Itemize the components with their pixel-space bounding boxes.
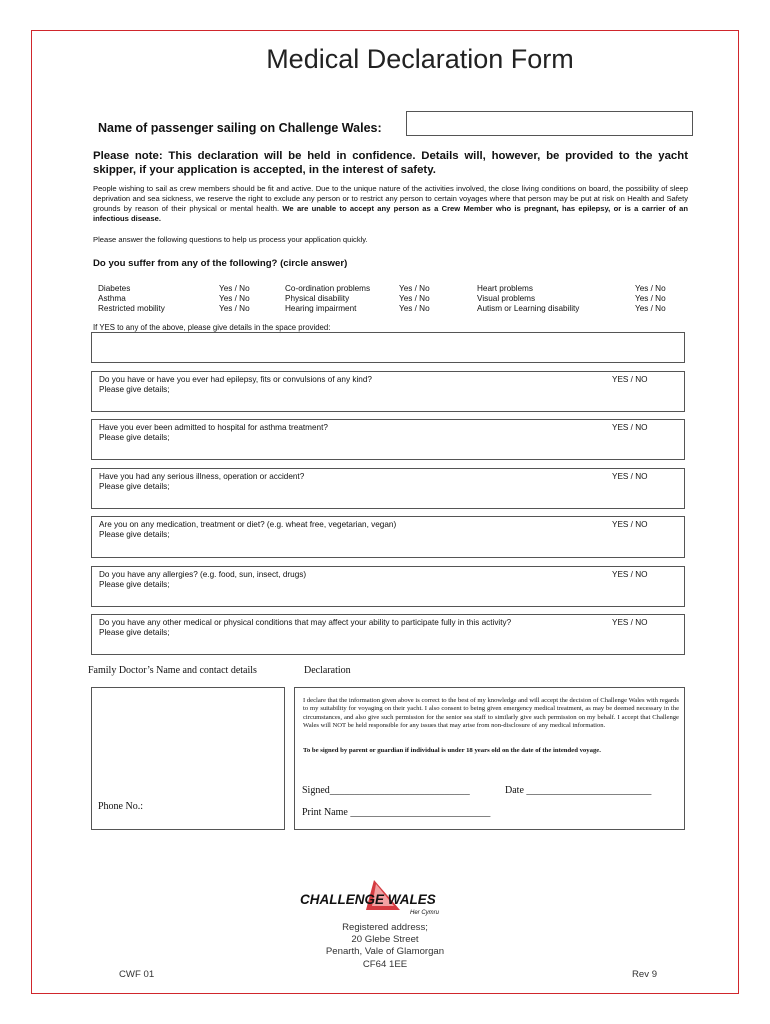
question-text: Are you on any medication, treatment or diet? (e.g. wheat free, vegetarian, vegan) Please give details; — [99, 520, 397, 539]
logo-graphic — [296, 880, 456, 920]
condition-hearing-impairment: Hearing impairment — [285, 304, 357, 313]
yes-no-answer[interactable]: YES / NO — [612, 423, 648, 432]
confidentiality-note: Please note: This declaration will be held in confidence. Details will, however, be provided to the yacht skipper, if your application is accepted, in the interest of safety. — [93, 150, 688, 176]
yes-no-answer[interactable]: YES / NO — [612, 472, 648, 481]
registered-address — [0, 922, 770, 971]
suffer-question: Do you suffer from any of the following? (circle answer) — [93, 258, 348, 269]
page-title: Medical Declaration Form — [266, 44, 574, 74]
declaration-text: I declare that the information given above is correct to the best of my knowledge and will accept the decision of Challenge Wales with regards to my suitability for voyaging on their yacht. I also consent to being given emergency medical treatment, as may be deemed necessary in the circumstances, and also give such permission for the senior sea staff to similarly give such permission on my behalf. I accept that Challenge Wales will NOT be held responsible for any issues that may arise from non-disclosure of any medical information. — [303, 697, 679, 730]
condition-asthma: Asthma — [98, 294, 126, 303]
condition-autism: Autism or Learning disability — [477, 304, 580, 313]
condition-answer[interactable]: Yes / No — [635, 304, 666, 313]
question-asthma-box[interactable] — [91, 419, 685, 460]
print-name-field[interactable]: Print Name ____________________________ — [302, 807, 491, 818]
condition-heart-problems: Heart problems — [477, 284, 533, 293]
question-allergies-box[interactable] — [91, 566, 685, 607]
logo-main-text: CHALLENGE WALES — [300, 892, 436, 907]
condition-diabetes: Diabetes — [98, 284, 131, 293]
question-text: Do you have any allergies? (e.g. food, sun, insect, drugs) Please give details; — [99, 570, 307, 589]
declaration-guardian-note: To be signed by parent or guardian if individual is under 18 years old on the date of the intended voyage. — [303, 747, 601, 754]
question-text: Do you have or have you ever had epilepsy, fits or convulsions of any kind? Please give details; — [99, 375, 372, 394]
intro-text: People wishing to sail as crew members should be fit and active. Due to the unique nature of the activities involved, the close living conditions on board, the possibility of sleep deprivation and sea sickness, we reserve the right to exclude any person or to restrict any person to certain voyages where that person may be put at risk on Health and Safety grounds by reason of their physical or mental health. — [93, 184, 688, 213]
conditions-details-field[interactable] — [91, 332, 685, 363]
condition-answer[interactable]: Yes / No — [219, 304, 250, 313]
condition-answer[interactable]: Yes / No — [399, 304, 430, 313]
doctor-label: Family Doctor’s Name and contact details — [88, 665, 257, 676]
question-medication-box[interactable] — [91, 516, 685, 558]
address-line: Penarth, Vale of Glamorgan — [325, 946, 445, 958]
revision-number: Rev 9 — [632, 969, 658, 980]
intro-paragraph — [93, 184, 688, 224]
condition-visual-problems: Visual problems — [477, 294, 536, 303]
address-line: CF64 1EE — [362, 958, 408, 970]
condition-coordination: Co-ordination problems — [285, 284, 371, 293]
declaration-label: Declaration — [304, 665, 351, 676]
question-text: Do you have any other medical or physical conditions that may affect your ability to participate fully in this activity? Please give details; — [99, 618, 512, 637]
condition-answer[interactable]: Yes / No — [635, 284, 666, 293]
signature-field[interactable]: Signed____________________________ — [302, 785, 470, 796]
condition-answer[interactable]: Yes / No — [219, 284, 250, 293]
if-yes-instruction: If YES to any of the above, please give details in the space provided: — [93, 323, 331, 332]
yes-no-answer[interactable]: YES / NO — [612, 570, 648, 579]
question-other-conditions-box[interactable] — [91, 614, 685, 655]
condition-restricted-mobility: Restricted mobility — [98, 304, 165, 313]
please-answer-text: Please answer the following questions to help us process your application quickly. — [93, 235, 368, 244]
condition-answer[interactable]: Yes / No — [399, 284, 430, 293]
yes-no-answer[interactable]: YES / NO — [612, 375, 648, 384]
question-illness-box[interactable] — [91, 468, 685, 509]
logo-sub-text: Her Cymru — [410, 910, 440, 916]
yes-no-answer[interactable]: YES / NO — [612, 618, 648, 627]
condition-answer[interactable]: Yes / No — [219, 294, 250, 303]
passenger-name-label: Name of passenger sailing on Challenge Wales: — [98, 121, 382, 135]
condition-physical-disability: Physical disability — [285, 294, 350, 303]
condition-answer[interactable]: Yes / No — [399, 294, 430, 303]
challenge-wales-logo — [296, 880, 456, 920]
passenger-name-field[interactable] — [406, 111, 693, 136]
condition-answer[interactable]: Yes / No — [635, 294, 666, 303]
address-line: 20 Glebe Street — [351, 934, 419, 946]
address-line: Registered address; — [342, 922, 428, 933]
yes-no-answer[interactable]: YES / NO — [612, 520, 648, 529]
question-text: Have you ever been admitted to hospital for asthma treatment? Please give details; — [99, 423, 328, 442]
question-epilepsy-box[interactable] — [91, 371, 685, 412]
phone-label: Phone No.: — [98, 801, 143, 812]
intro-bold-text: We are unable to accept any person as a Crew Member who is pregnant, has epilepsy, or is a carrier of an infectious disease. — [93, 204, 688, 223]
date-field[interactable]: Date _________________________ — [505, 785, 652, 796]
question-text: Have you had any serious illness, operation or accident? Please give details; — [99, 472, 305, 491]
form-code: CWF 01 — [119, 969, 155, 980]
